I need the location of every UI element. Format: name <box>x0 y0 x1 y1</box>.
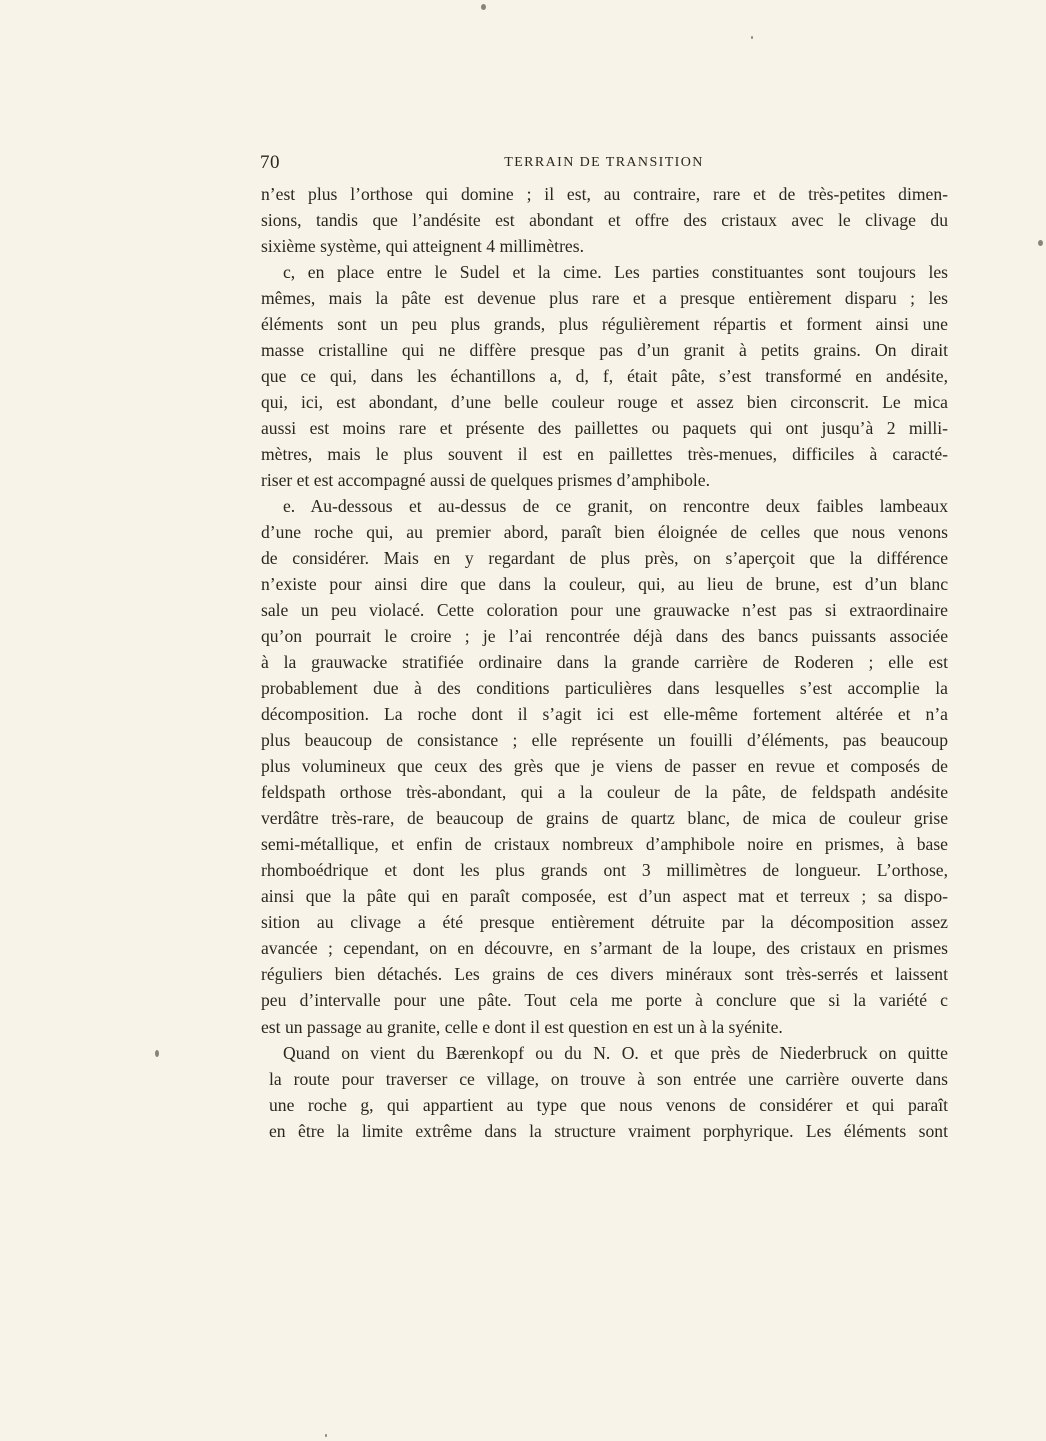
text-line: à la grauwacke stratifiée ordinaire dans la grande carrière de Roderen ; elle est <box>261 652 948 673</box>
text-line: éléments sont un peu plus grands, plus régulièrement répartis et forment ainsi une <box>261 314 948 335</box>
body-text <box>261 181 948 1144</box>
text-line: une roche g, qui appartient au type que nous venons de considérer et qui paraît <box>269 1094 948 1115</box>
print-speck <box>751 36 753 39</box>
text-line: en être la limite extrême dans la structure vraiment porphyrique. Les éléments sont <box>269 1120 948 1141</box>
text-line: qu’on pourrait le croire ; je l’ai rencontrée déjà dans des bancs puissants associée <box>261 626 948 647</box>
text-line: n’est plus l’orthose qui domine ; il est, au contraire, rare et de très-petites dimen- <box>261 184 948 204</box>
text-line: riser et est accompagné aussi de quelques prismes d’amphibole. <box>261 470 710 491</box>
text-line: Quand on vient du Bærenkopf ou du N. O. et que près de Niederbruck on quitte <box>283 1042 948 1063</box>
text-line: verdâtre très-rare, de beaucoup de grains de quartz blanc, de mica de couleur grise <box>261 808 948 829</box>
text-line: sixième système, qui atteignent 4 millimètres. <box>261 236 584 257</box>
running-title: TERRAIN DE TRANSITION <box>504 155 704 170</box>
text-line: mêmes, mais la pâte est devenue plus rare et a presque entièrement disparu ; les <box>261 288 948 309</box>
text-line: plus beaucoup de consistance ; elle représente un fouilli d’éléments, pas beaucoup <box>261 730 948 751</box>
print-speck <box>325 1434 327 1437</box>
text-line: rhomboédrique et dont les plus grands ont 3 millimètres de longueur. L’orthose, <box>261 860 948 881</box>
text-line: que ce qui, dans les échantillons a, d, f, était pâte, s’est transformé en andésite, <box>261 366 948 387</box>
text-line: qui, ici, est abondant, d’une belle couleur rouge et assez bien circonscrit. Le mica <box>261 392 948 413</box>
page-header <box>260 152 948 178</box>
text-line: sions, tandis que l’andésite est abondant et offre des cristaux avec le clivage du <box>261 210 948 231</box>
text-line: est un passage au granite, celle e dont il est question en est un à la syénite. <box>261 1016 783 1037</box>
text-line: aussi est moins rare et présente des paillettes ou paquets qui ont jusqu’à 2 milli- <box>261 418 948 439</box>
text-line: probablement due à des conditions particulières dans lesquelles s’est accomplie la <box>261 678 948 699</box>
text-line: semi-métallique, et enfin de cristaux nombreux d’amphibole noire en prismes, à base <box>261 834 948 855</box>
text-line: c, en place entre le Sudel et la cime. Les parties constituantes sont toujours les <box>283 262 948 283</box>
text-line: plus volumineux que ceux des grès que je viens de passer en revue et composés de <box>261 756 948 777</box>
text-line: ainsi que la pâte qui en paraît composée, est d’un aspect mat et terreux ; sa dispo- <box>261 886 948 907</box>
text-line: décomposition. La roche dont il s’agit ici est elle-même fortement altérée et n’a <box>261 704 948 725</box>
print-speck <box>1038 240 1043 246</box>
text-line: sition au clivage a été presque entièrement détruite par la décomposition assez <box>261 912 948 933</box>
page-number: 70 <box>260 152 280 173</box>
text-line: la route pour traverser ce village, on trouve à son entrée une carrière ouverte dans <box>269 1068 948 1089</box>
text-line: mètres, mais le plus souvent il est en paillettes très-menues, difficiles à caracté- <box>261 444 948 465</box>
text-line: réguliers bien détachés. Les grains de ces divers minéraux sont très-serrés et laissent <box>261 964 948 985</box>
text-line: d’une roche qui, au premier abord, paraît bien éloignée de celles que nous venons <box>261 522 948 543</box>
text-line: de considérer. Mais en y regardant de plus près, on s’aperçoit que la différence <box>261 548 948 569</box>
print-speck <box>481 4 486 10</box>
text-line: n’existe pour ainsi dire que dans la couleur, qui, au lieu de brune, est d’un blanc <box>261 574 948 595</box>
text-line: peu d’intervalle pour une pâte. Tout cela me porte à conclure que si la variété c <box>261 990 948 1011</box>
text-line: feldspath orthose très-abondant, qui a la couleur de la pâte, de feldspath andésite <box>261 782 948 803</box>
text-line: e. Au-dessous et au-dessus de ce granit, on rencontre deux faibles lambeaux <box>283 496 948 517</box>
print-speck <box>155 1050 159 1057</box>
text-line: masse cristalline qui ne diffère presque pas d’un granit à petits grains. On dirait <box>261 340 948 361</box>
text-line: sale un peu violacé. Cette coloration pour une grauwacke n’est pas si extraordinaire <box>261 600 948 621</box>
text-line: avancée ; cependant, on en découvre, en s’armant de la loupe, des cristaux en prismes <box>261 938 948 959</box>
